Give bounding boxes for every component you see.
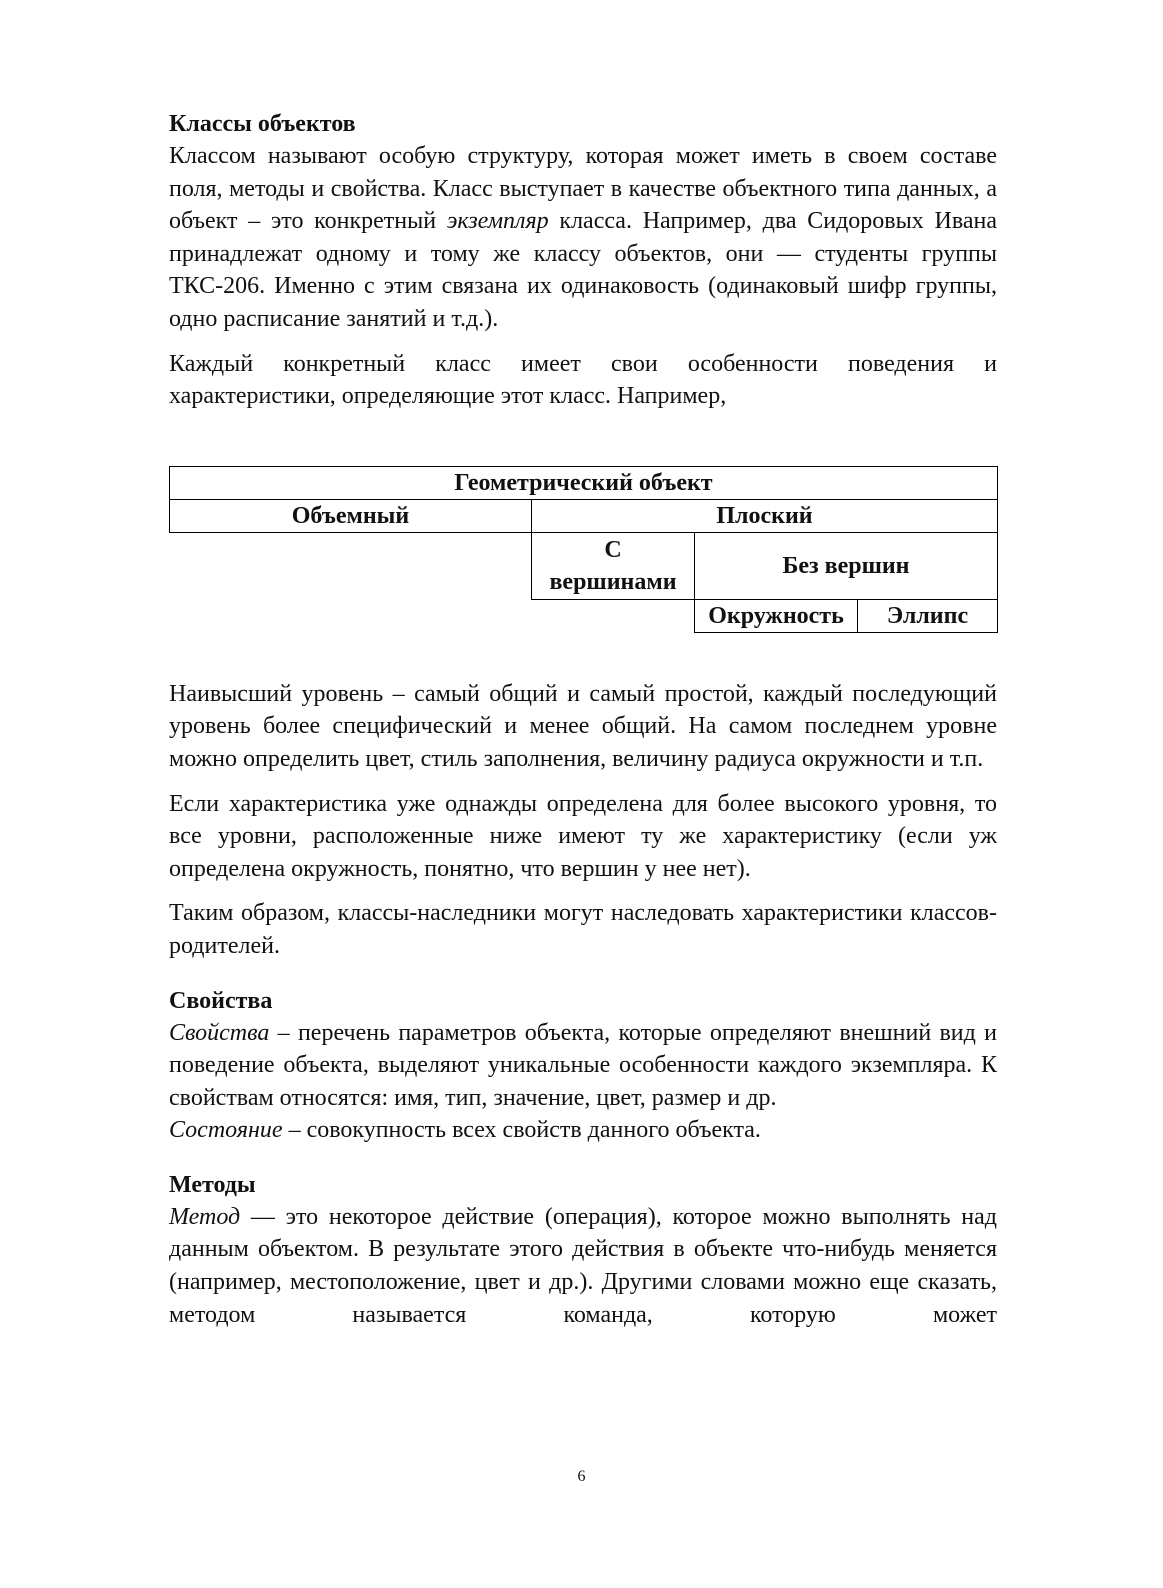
page-content	[169, 108, 997, 1331]
text-run: – перечень параметров объекта, которые определяют внешний вид и поведение объекта, выделяют уникальные особенности каждого экземпляра. К свойствам относятся: имя, тип, значение, цвет, размер и др.	[169, 1019, 997, 1111]
paragraph-state	[169, 1114, 997, 1147]
text-run: – совокупность всех свойств данного объекта.	[282, 1117, 761, 1144]
cell-flat: Плоский	[532, 499, 998, 532]
cell-circle: Окружность	[695, 599, 858, 632]
cell-with-vertices-line-2: вершинами	[549, 568, 677, 595]
italic-term-state: Состояние	[169, 1117, 283, 1144]
text-run: класса. Например, два Сидоровых Ивана принадлежат одному и тому же классу объектов, они — студенты группы ТКС-206. Именно с этим связана их одинаковость (одинаковый шифр группы, одно расписание занятий и т.д.).	[169, 208, 997, 332]
paragraph-levels-1: Наивысший уровень – самый общий и самый простой, каждый последующий уровень более специфический и менее общий. На самом последнем уровне можно определить цвет, стиль заполнения, величину радиуса окружности и т.п.	[169, 680, 997, 772]
cell-geometric-object: Геометрический объект	[170, 466, 998, 499]
paragraph-levels-2: Если характеристика уже однажды определена для более высокого уровня, то все уровни, расположенные ниже имеют ту же характеристику (если уж определена окружность, понятно, что вершин у нее нет).	[169, 790, 997, 882]
italic-term-properties: Свойства	[169, 1019, 270, 1046]
heading-classes: Классы объектов	[169, 111, 356, 137]
paragraph-class-features: Каждый конкретный класс имеет свои особенности поведения и характеристики, определяющие этот класс. Например,	[169, 350, 997, 410]
italic-term-instance: экземпляр	[446, 208, 549, 235]
paragraph-properties	[169, 1017, 997, 1115]
cell-empty-2	[532, 599, 695, 632]
cell-volumetric: Объемный	[170, 499, 532, 532]
paragraph-methods	[169, 1201, 997, 1331]
heading-methods: Методы	[169, 1171, 256, 1198]
cell-with-vertices	[532, 532, 695, 599]
cell-empty	[170, 532, 532, 632]
paragraph-levels-3: Таким образом, классы-наследники могут наследовать характеристики классов-родителей.	[169, 900, 997, 959]
text-run: Классом называют особую структуру, которая может иметь в своем составе поля, методы и свойства. Класс выступает в качестве объектного типа данных, а объект – это конкретный	[169, 143, 997, 235]
class-hierarchy-table	[169, 466, 998, 633]
text-run: — это некоторое действие (операция), которое можно выполнять над данным объектом. В результате этого действия в объекте что-нибудь меняется (например, местоположение, цвет и др.). Другими словами можно еще сказать, методом называется команда, которую может	[169, 1203, 997, 1328]
page-number: 6	[577, 1468, 586, 1485]
paragraph-classes-definition	[169, 140, 997, 336]
cell-ellipse: Эллипс	[858, 599, 998, 632]
italic-term-method: Метод	[169, 1203, 241, 1230]
cell-with-vertices-line-1: С	[604, 536, 622, 563]
heading-properties: Свойства	[169, 987, 273, 1014]
cell-without-vertices: Без вершин	[695, 532, 998, 599]
